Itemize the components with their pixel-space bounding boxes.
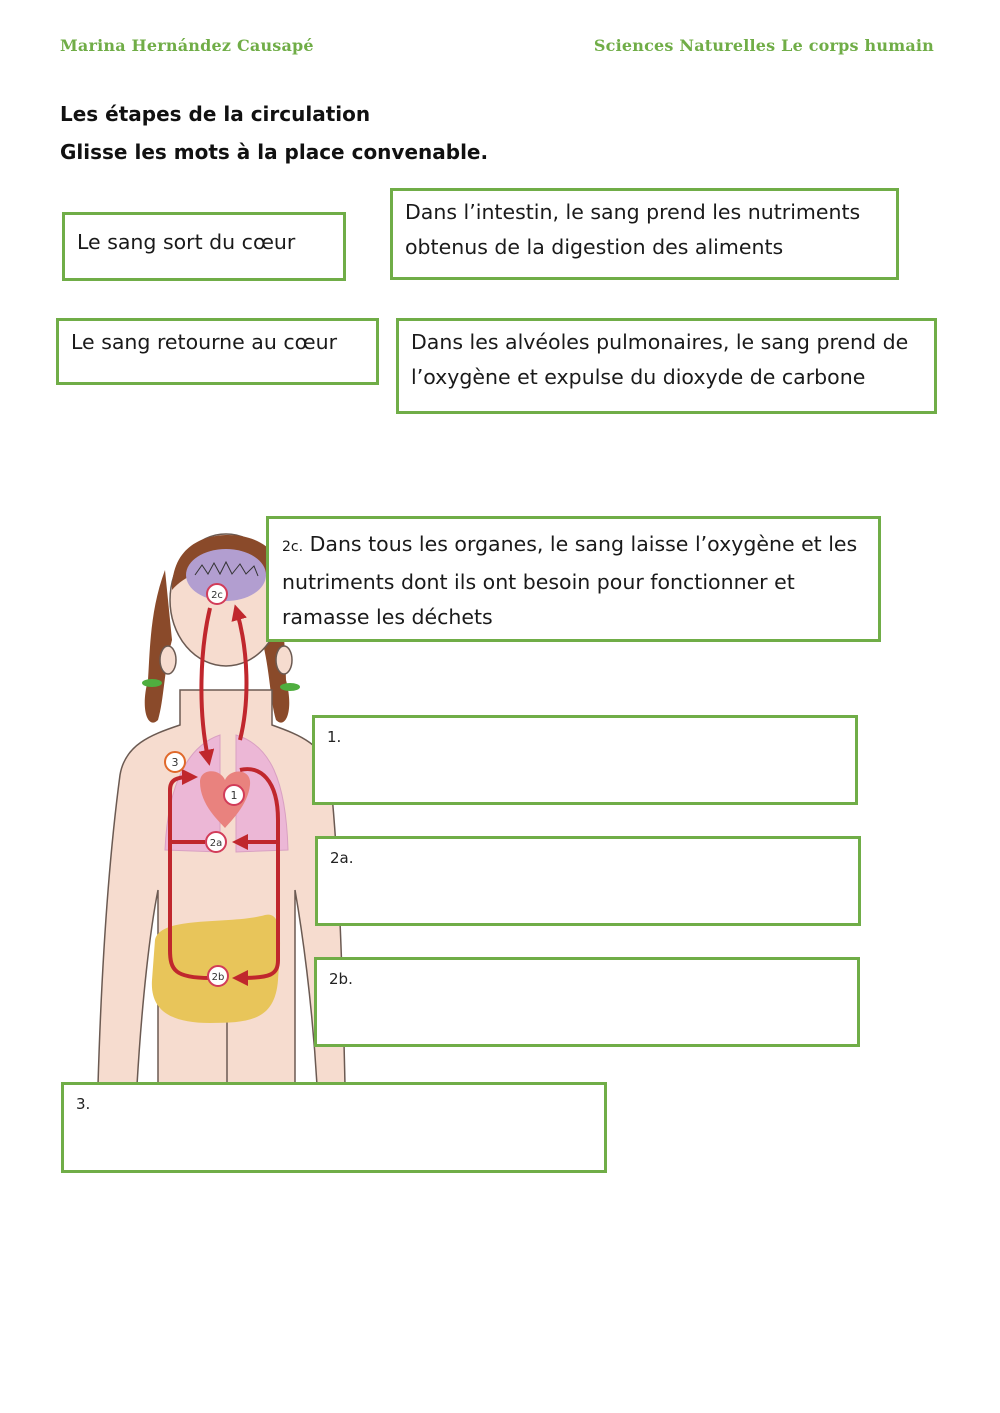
drop-slot-1[interactable] xyxy=(312,715,858,805)
example-text: Dans tous les organes, le sang laisse l’oxygène et les nutriments dont ils ont besoin pour fonctionner et ramasse les déchets xyxy=(282,532,858,629)
svg-text:1: 1 xyxy=(230,789,238,802)
draggable-word-intestin[interactable]: Dans l’intestin, le sang prend les nutriments obtenus de la digestion des aliments xyxy=(390,188,899,280)
svg-text:3: 3 xyxy=(171,756,179,769)
slot-label: 3. xyxy=(76,1095,91,1113)
marker-3 xyxy=(165,752,185,772)
slot-label: 2b. xyxy=(329,970,353,988)
slot-label: 2a. xyxy=(330,849,354,867)
right-hair-tie xyxy=(280,683,300,691)
svg-text:2a: 2a xyxy=(209,838,223,849)
marker-1 xyxy=(224,785,244,805)
svg-text:2c: 2c xyxy=(211,590,223,601)
drop-slot-2b[interactable] xyxy=(314,957,860,1047)
marker-2a xyxy=(206,832,226,852)
slot-label: 1. xyxy=(327,728,342,746)
draggable-word-le-sang-sort[interactable]: Le sang sort du cœur xyxy=(62,212,346,281)
worksheet-instruction: Glisse les mots à la place convenable. xyxy=(60,140,489,164)
left-hair-tie xyxy=(142,679,162,687)
example-number: 2c. xyxy=(282,539,304,555)
example-box-2c xyxy=(266,516,881,642)
header-author: Marina Hernández Causapé xyxy=(60,36,314,55)
marker-2c xyxy=(207,584,227,604)
svg-text:2b: 2b xyxy=(211,972,225,983)
marker-2b xyxy=(208,966,228,986)
worksheet-title: Les étapes de la circulation xyxy=(60,102,371,126)
draggable-word-le-sang-retourne[interactable]: Le sang retourne au cœur xyxy=(56,318,379,385)
torso xyxy=(98,690,345,1085)
header-subject: Sciences Naturelles Le corps humain xyxy=(593,36,934,55)
drop-slot-2a[interactable] xyxy=(315,836,861,926)
drop-slot-3[interactable] xyxy=(61,1082,607,1173)
draggable-word-alveoles[interactable]: Dans les alvéoles pulmonaires, le sang prend de l’oxygène et expulse du dioxyde de carbone xyxy=(396,318,937,414)
